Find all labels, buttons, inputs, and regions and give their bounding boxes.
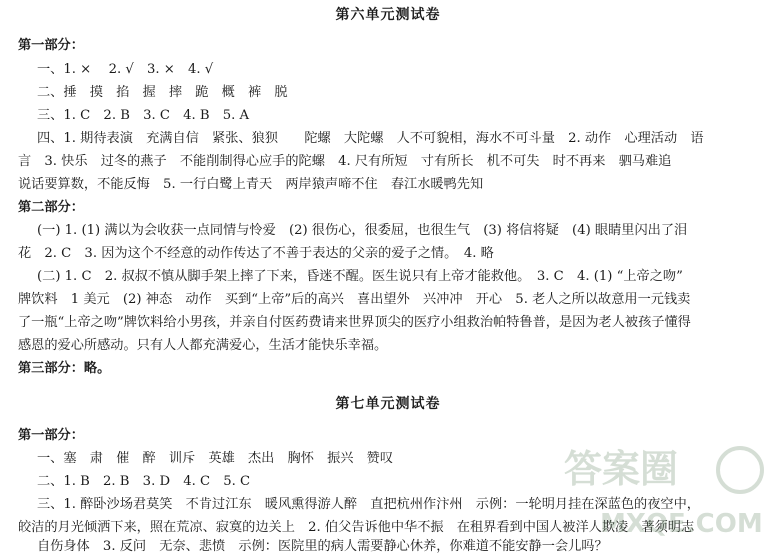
unit6-part2-line: 牌饮料 1 美元 (2) 神态 动作 买到“上帝”后的高兴 喜出望外 兴冲冲 开心 5. 老人之所以故意用一元钱卖 (18, 292, 691, 307)
unit6-title: 第六单元测试卷 (335, 7, 441, 23)
watermark-text-en: MXQE.COM (600, 509, 763, 539)
unit6-line: 一、1. × 2. √ 3. × 4. √ (37, 62, 214, 77)
watermark-ring-icon (718, 448, 762, 492)
unit7-line: 三、1. 醉卧沙场君莫笑 不肯过江东 暖风熏得游人醉 直把杭州作汴州 示例：一轮明月挂在深蓝色的夜空中， (37, 497, 700, 512)
unit7-part1-heading: 第一部分： (18, 428, 84, 443)
unit7-title: 第七单元测试卷 (335, 396, 441, 412)
watermark-text-cn: 答案圈 (564, 447, 679, 491)
unit6-part3: 第三部分：略。 (18, 361, 111, 376)
unit6-line: 言 3. 快乐 过冬的燕子 不能削制得心应手的陀螺 4. 尺有所短 寸有所长 机不可失 时不再来 驷马难追 (18, 154, 672, 169)
unit7-line: 二、1. B 2. B 3. D 4. C 5. C (37, 474, 251, 489)
unit7-line: 皎洁的月光倾洒下来，照在荒凉、寂寞的边关上 2. 伯父告诉他中华不振 在租界看到中国人被洋人欺凌 著须明志 (18, 520, 695, 535)
unit6-line: 说话要算数，不能反悔 5. 一行白鹭上青天 两岸猿声啼不住 春江水暖鸭先知 (18, 177, 484, 192)
unit6-part2-line: (二) 1. C 2. 叔叔不慎从脚手架上摔了下来，昏迷不醒。医生说只有上帝才能救他。 3. C 4. (1) “上帝之吻” (37, 269, 683, 284)
unit6-line: 四、1. 期待表演 充满自信 紧张、狼狈 陀螺 大陀螺 人不可貌相，海水不可斗量 2. 动作 心理活动 语 (37, 131, 704, 146)
unit6-part2-line: 了一瓶“上帝之吻”牌饮料给小男孩，并亲自付医药费请来世界顶尖的医疗小组救治帕特鲁普，是因为老人被孩子懂得 (18, 315, 691, 330)
unit6-part2-line: 感恩的爱心所感动。只有人人都充满爱心，生活才能快乐幸福。 (18, 338, 388, 353)
unit6-part2-line: (一) 1. (1) 满以为会收获一点同情与怜爱 (2) 很伤心，很委屈，也很生气 (3) 将信将疑 (4) 眼睛里闪出了泪 (37, 223, 688, 238)
unit7-line: 一、塞 肃 催 醉 训斥 英雄 杰出 胸怀 振兴 赞叹 (37, 451, 394, 466)
unit6-part2-heading: 第二部分： (18, 200, 84, 215)
unit6-part1-heading: 第一部分： (18, 38, 84, 53)
unit6-line: 二、捶 摸 掐 握 摔 跪 概 裤 脱 (37, 85, 288, 100)
unit6-part2-line: 花 2. C 3. 因为这个不经意的动作传达了不善于表达的父亲的爱子之情。 4. 略 (18, 246, 494, 261)
unit7-line: 自伤身体 3. 反问 无奈、悲愤 示例：医院里的病人需要静心休养，你难道不能安静一会儿吗？ (37, 539, 608, 554)
unit6-line: 三、1. C 2. B 3. C 4. B 5. A (37, 108, 250, 123)
